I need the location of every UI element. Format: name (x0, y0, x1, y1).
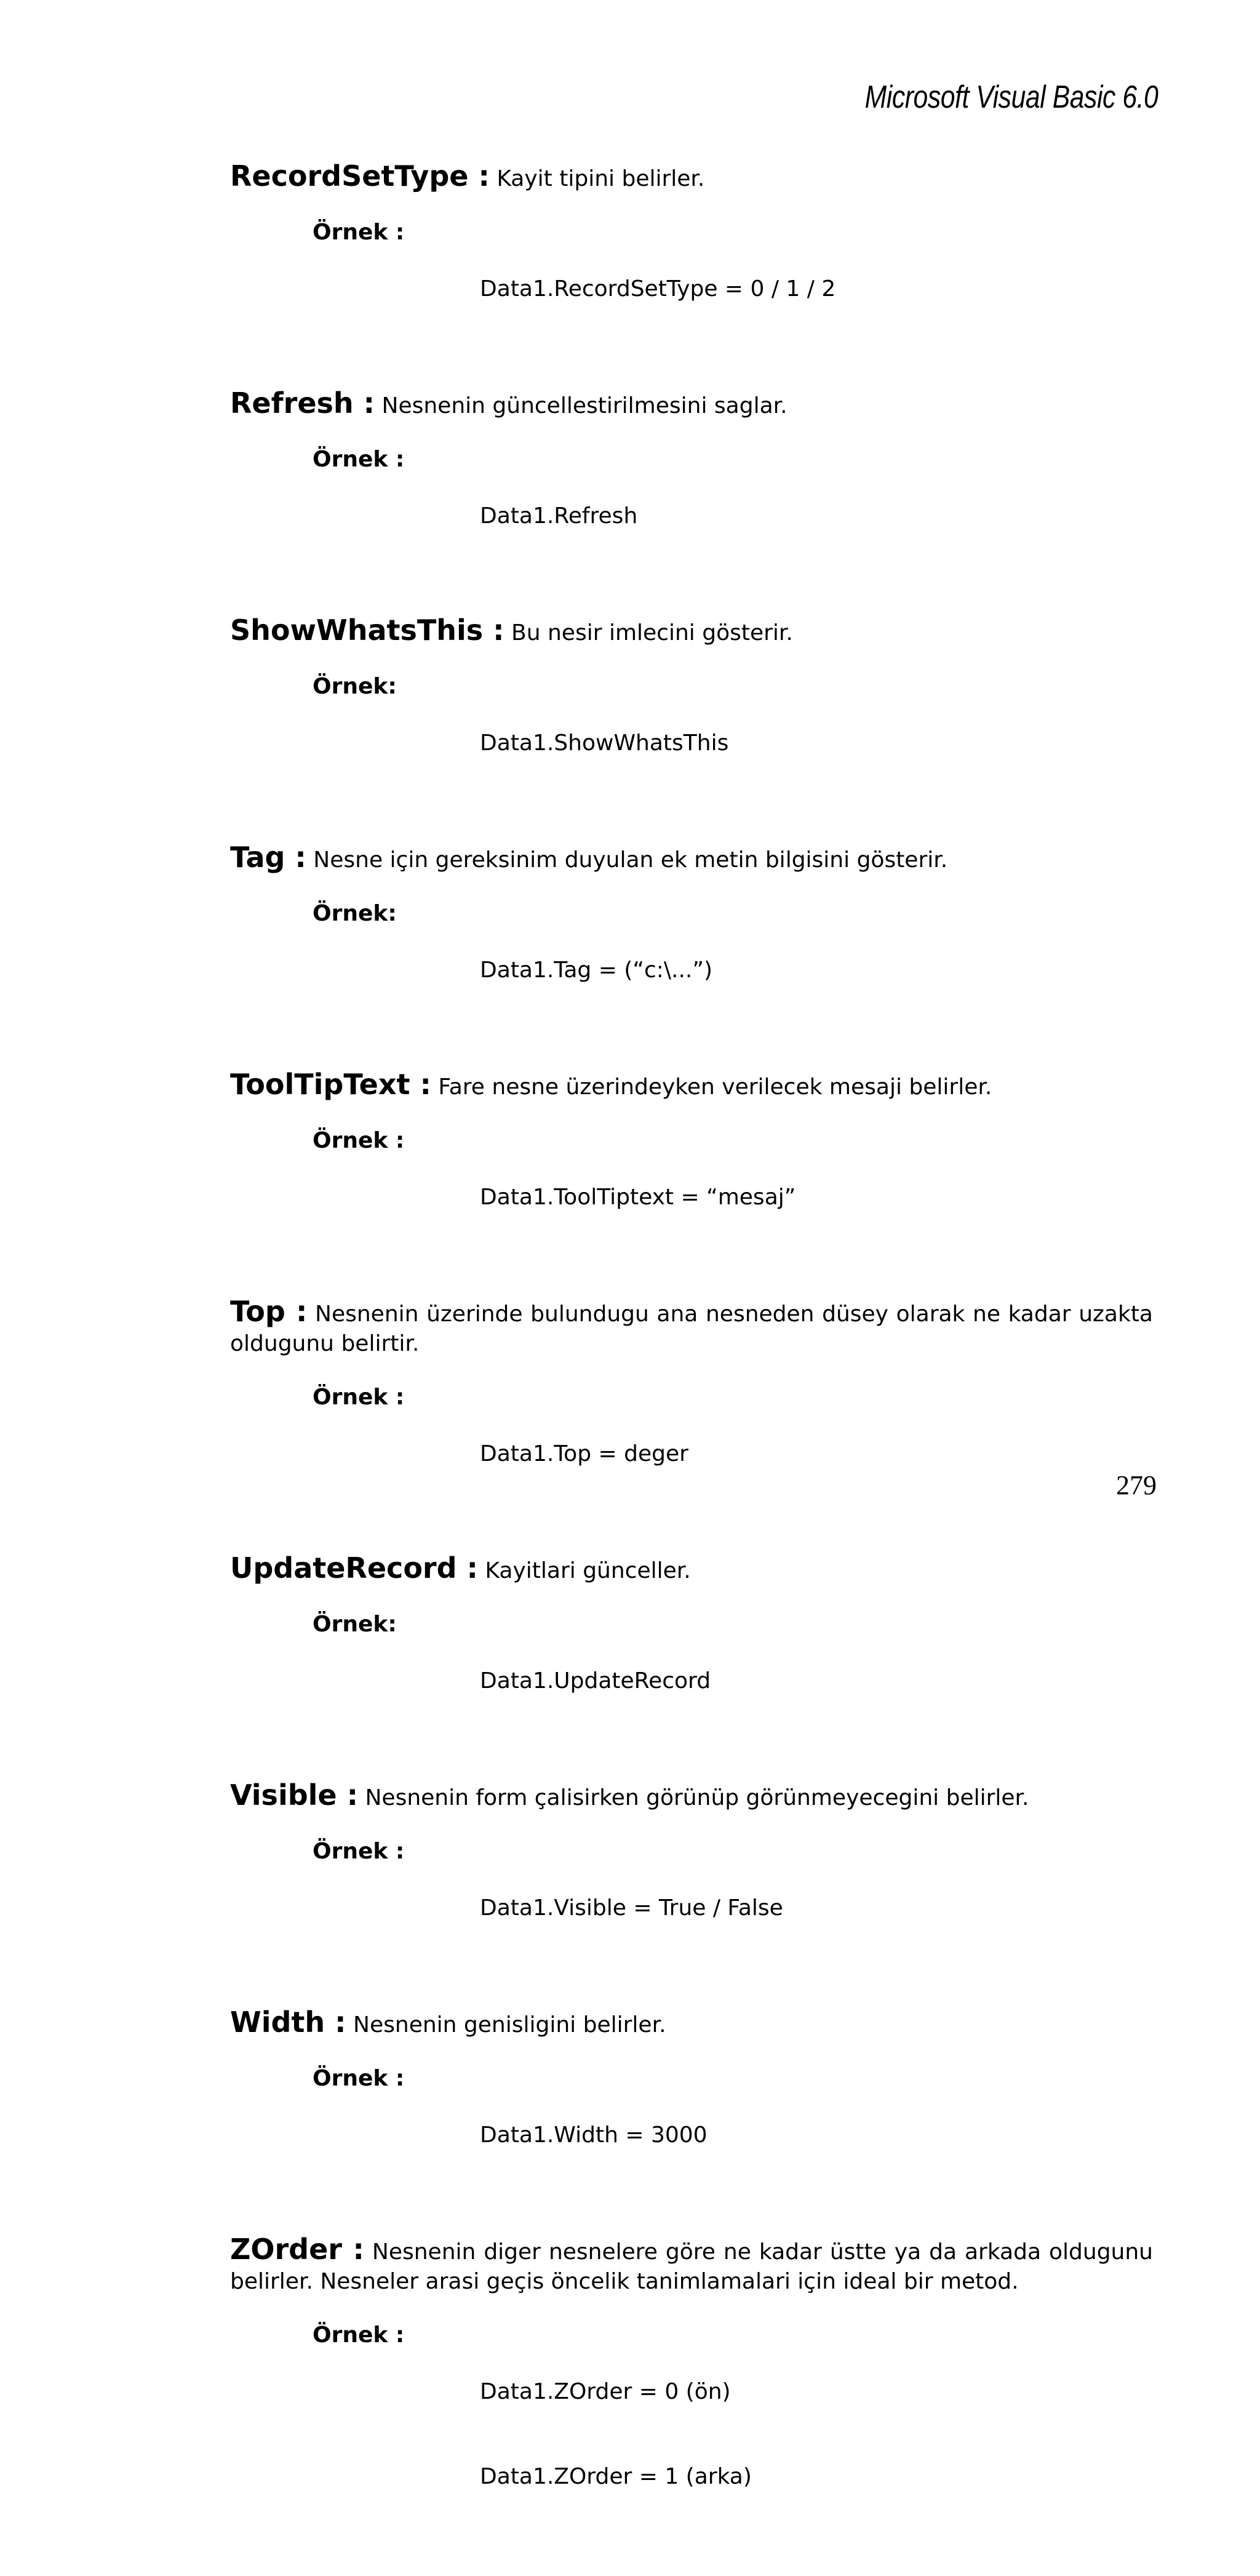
entry-tag (230, 842, 1153, 1041)
entry-visible (230, 1780, 1153, 1979)
description: Fare nesne üzerindeyken verilecek mesaji belirler. (438, 1074, 992, 1100)
example-code (480, 1838, 783, 1979)
definition (230, 1780, 1153, 1813)
definition (230, 2234, 1153, 2297)
example-label: Örnek : (313, 220, 405, 245)
example (230, 218, 1153, 360)
term-separator: : (353, 386, 375, 420)
description: Bu nesir imlecini gösterir. (511, 620, 793, 646)
description: Nesnenin güncellestirilmesini saglar. (381, 393, 788, 418)
example-code (480, 2321, 752, 2548)
example-label: Örnek : (313, 1128, 405, 1153)
example-label: Örnek : (313, 447, 405, 472)
code-line: Data1.RecordSetType = 0 / 1 / 2 (480, 276, 836, 302)
example-label: Örnek: (313, 674, 397, 699)
code-line: Data1.Width = 3000 (480, 2122, 708, 2148)
term-separator: : (468, 159, 490, 193)
example (230, 1838, 1153, 1979)
example (230, 2321, 1153, 2548)
description: Kayit tipini belirler. (496, 166, 705, 191)
running-header: Microsoft Visual Basic 6.0 (864, 79, 1158, 115)
example (230, 1610, 1153, 1752)
term: Refresh (230, 386, 354, 420)
definition (230, 2007, 1153, 2040)
description: Nesnenin üzerinde bulundugu ana nesneden düsey olarak ne kadar uzakta oldugunu belirtir. (230, 1302, 1153, 1356)
term: Tag (230, 841, 285, 874)
term-separator: : (325, 2006, 346, 2039)
definition (230, 1553, 1153, 1586)
page-number: 279 (1116, 1470, 1157, 1500)
example-label: Örnek : (313, 2066, 405, 2091)
code-line: Data1.Top = deger (480, 1441, 688, 1466)
definition (230, 388, 1153, 421)
definition (230, 1297, 1153, 1359)
description: Nesnenin diger nesnelere göre ne kadar üstte ya da arkada oldugunu belirler. Nesneler arasi geçis öncelik tanimlamalari için ideal bir metod. (230, 2239, 1153, 2294)
term: RecordSetType (230, 159, 469, 193)
term: Top (230, 1295, 285, 1328)
term: Width (230, 2006, 325, 2039)
example (230, 673, 1153, 814)
term-separator: : (457, 1551, 478, 1585)
example-code (480, 1383, 688, 1525)
term: ShowWhatsThis (230, 614, 484, 647)
example-label: Örnek : (313, 2322, 405, 2348)
description: Nesnenin genisligini belirler. (353, 2012, 666, 2038)
entry-tooltiptext (230, 1070, 1153, 1268)
example-code (480, 1127, 795, 1268)
example (230, 900, 1153, 1041)
example-code (480, 2065, 708, 2206)
example-label: Örnek : (313, 1839, 405, 1864)
example-code (480, 218, 835, 360)
code-line: Data1.UpdateRecord (480, 1668, 711, 1694)
example (230, 1127, 1153, 1268)
code-line: Data1.ToolTiptext = “mesaj” (480, 1185, 796, 1210)
definition (230, 161, 1153, 194)
term-separator: : (410, 1068, 431, 1101)
term-separator: : (337, 1778, 359, 1812)
term-separator: : (285, 1295, 308, 1328)
term: Visible (230, 1778, 337, 1812)
code-line: Data1.ZOrder = 1 (arka) (480, 2464, 752, 2489)
term: ToolTipText (230, 1068, 410, 1101)
description: Kayitlari günceller. (485, 1558, 691, 1583)
code-line: Data1.ShowWhatsThis (480, 730, 729, 756)
document-body (230, 161, 1153, 2576)
term-separator: : (285, 841, 306, 874)
entry-updaterecord (230, 1553, 1153, 1752)
entry-zorder (230, 2234, 1153, 2548)
code-line: Data1.ZOrder = 0 (ön) (480, 2379, 731, 2404)
term-separator: : (341, 2233, 364, 2266)
entry-showwhatsthis (230, 615, 1153, 814)
entry-recordsettype (230, 161, 1153, 360)
code-line: Data1.Visible = True / False (480, 1895, 783, 1921)
example-code (480, 673, 728, 814)
example (230, 1383, 1153, 1525)
description: Nesne için gereksinim duyulan ek metin bilgisini gösterir. (313, 847, 948, 873)
example-label: Örnek : (313, 1385, 405, 1410)
example (230, 446, 1153, 587)
example (230, 2065, 1153, 2206)
entry-refresh (230, 388, 1153, 587)
example-label: Örnek: (313, 901, 397, 926)
example-label: Örnek: (313, 1612, 397, 1637)
term: UpdateRecord (230, 1551, 457, 1585)
code-line: Data1.Tag = (“c:\...”) (480, 958, 713, 983)
definition (230, 1070, 1153, 1102)
example-code (480, 446, 637, 587)
entry-width (230, 2007, 1153, 2206)
term: ZOrder (230, 2233, 342, 2266)
code-line: Data1.Refresh (480, 503, 638, 529)
example-code (480, 1610, 711, 1752)
definition (230, 615, 1153, 648)
definition (230, 842, 1153, 875)
entry-top (230, 1297, 1153, 1525)
term-separator: : (483, 614, 504, 647)
description: Nesnenin form çalisirken görünüp görünmeyecegini belirler. (365, 1785, 1029, 1810)
example-code (480, 900, 712, 1041)
